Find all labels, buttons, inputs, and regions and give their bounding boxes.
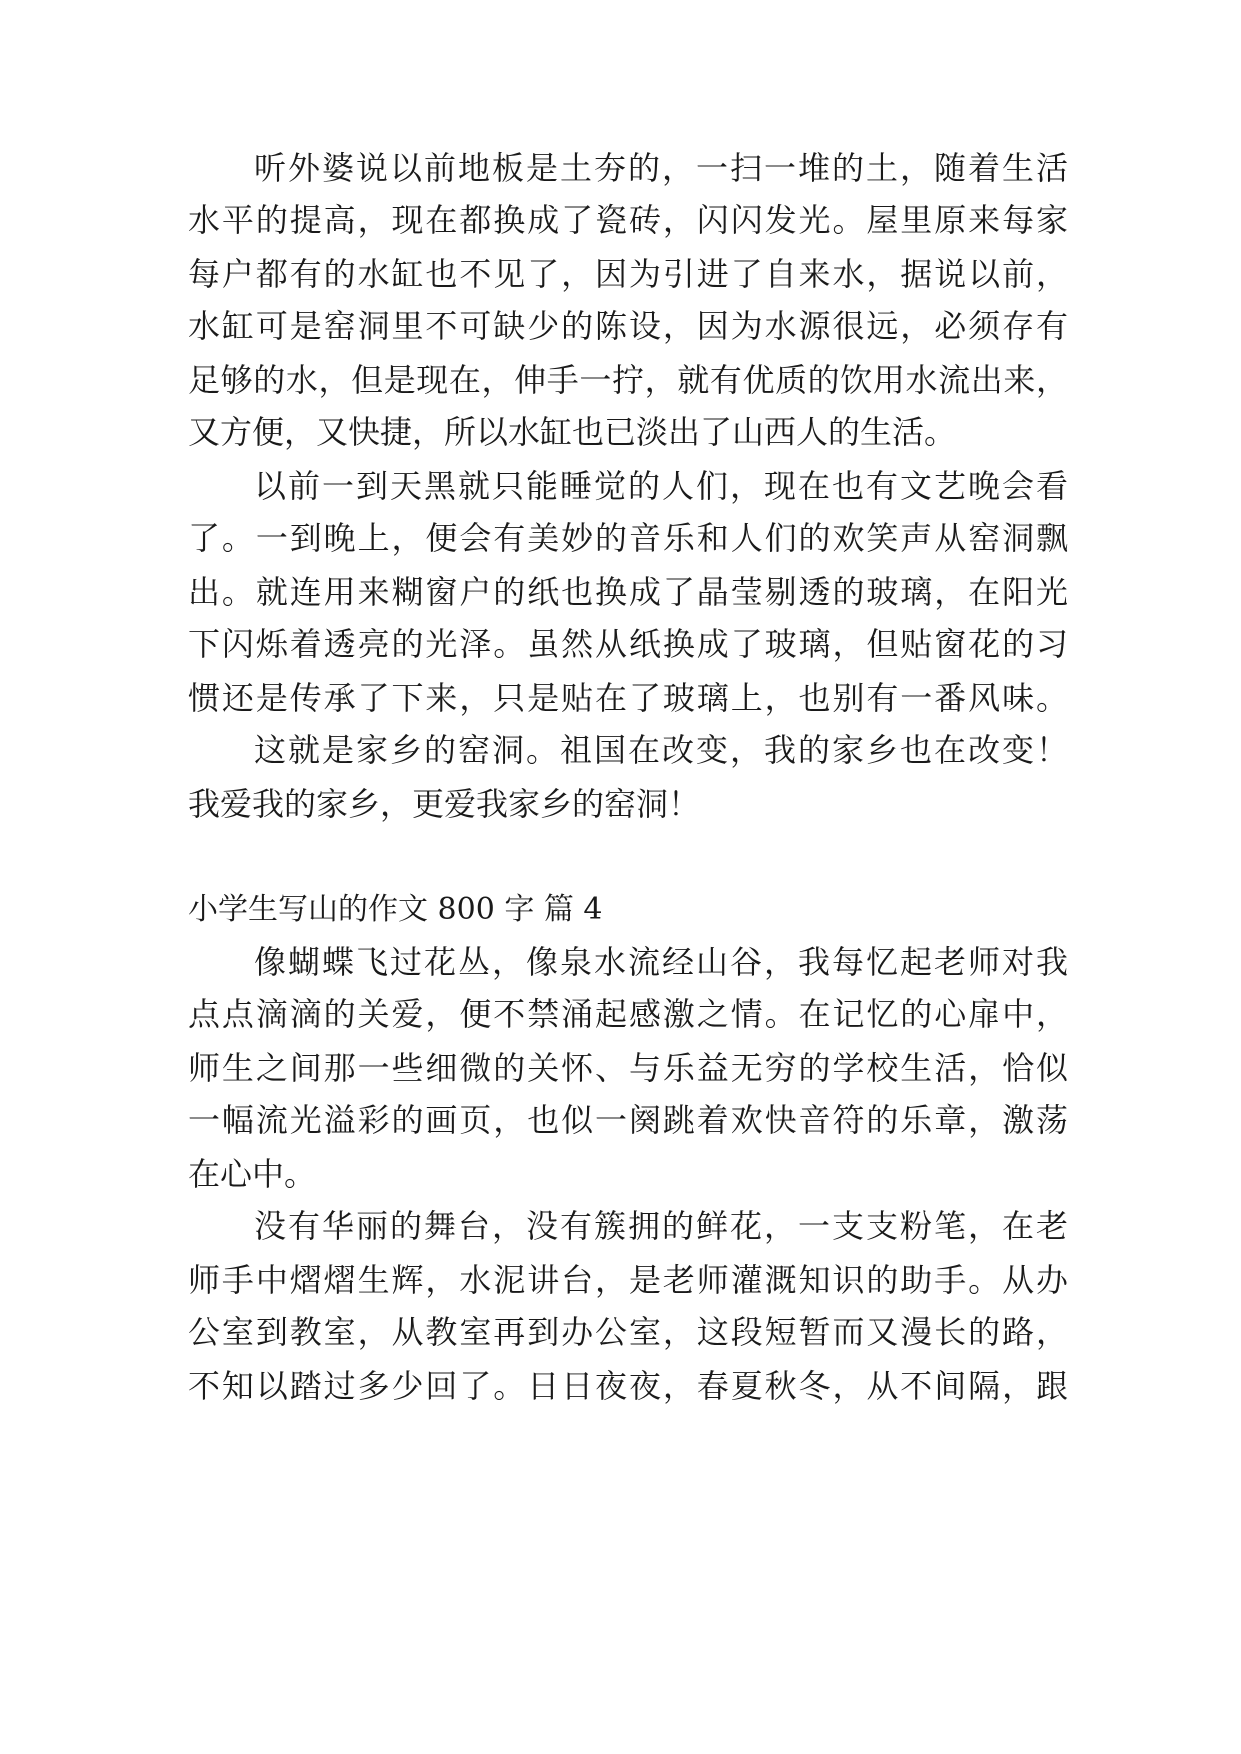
text-line: 听外婆说以前地板是土夯的，一扫一堆的土，随着生活	[254, 149, 1068, 187]
text-line: 水缸可是窑洞里不可缺少的陈设，因为水源很远，必须存有	[188, 307, 1068, 345]
text-line: 惯还是传承了下来，只是贴在了玻璃上，也别有一番风味。	[188, 679, 1068, 717]
text-line: 出。就连用来糊窗户的纸也换成了晶莹剔透的玻璃，在阳光	[188, 573, 1068, 611]
text-line: 公室到教室，从教室再到办公室，这段短暂而又漫长的路，	[188, 1313, 1068, 1351]
text-line: 我爱我的家乡，更爱我家乡的窑洞！	[188, 785, 701, 823]
text-line: 不知以踏过多少回了。日日夜夜，春夏秋冬，从不间隔，跟	[188, 1367, 1068, 1405]
text-line: 这就是家乡的窑洞。祖国在改变，我的家乡也在改变！	[254, 731, 1068, 769]
text-line: 了。一到晚上，便会有美妙的音乐和人们的欢笑声从窑洞飘	[188, 519, 1068, 557]
text-line: 以前一到天黑就只能睡觉的人们，现在也有文艺晚会看	[254, 467, 1068, 505]
text-line: 水平的提高，现在都换成了瓷砖，闪闪发光。屋里原来每家	[188, 201, 1068, 239]
text-line: 师手中熠熠生辉，水泥讲台，是老师灌溉知识的助手。从办	[188, 1261, 1068, 1299]
text-line: 又方便，又快捷，所以水缸也已淡出了山西人的生活。	[188, 413, 957, 451]
text-line: 一幅流光溢彩的画页，也似一阕跳着欢快音符的乐章，激荡	[188, 1101, 1068, 1139]
text-line: 像蝴蝶飞过花丛，像泉水流经山谷，我每忆起老师对我	[254, 943, 1068, 981]
section-heading: 小学生写山的作文 800 字 篇 4	[188, 892, 603, 927]
text-line: 下闪烁着透亮的光泽。虽然从纸换成了玻璃，但贴窗花的习	[188, 625, 1068, 663]
text-line: 师生之间那一些细微的关怀、与乐益无穷的学校生活，恰似	[188, 1049, 1068, 1087]
text-line: 点点滴滴的关爱，便不禁涌起感激之情。在记忆的心扉中，	[188, 995, 1068, 1033]
text-line: 足够的水，但是现在，伸手一拧，就有优质的饮用水流出来，	[188, 361, 1068, 399]
text-line: 每户都有的水缸也不见了，因为引进了自来水，据说以前，	[188, 255, 1068, 293]
text-line: 在心中。	[188, 1155, 317, 1193]
text-line: 没有华丽的舞台，没有簇拥的鲜花，一支支粉笔，在老	[254, 1207, 1068, 1245]
